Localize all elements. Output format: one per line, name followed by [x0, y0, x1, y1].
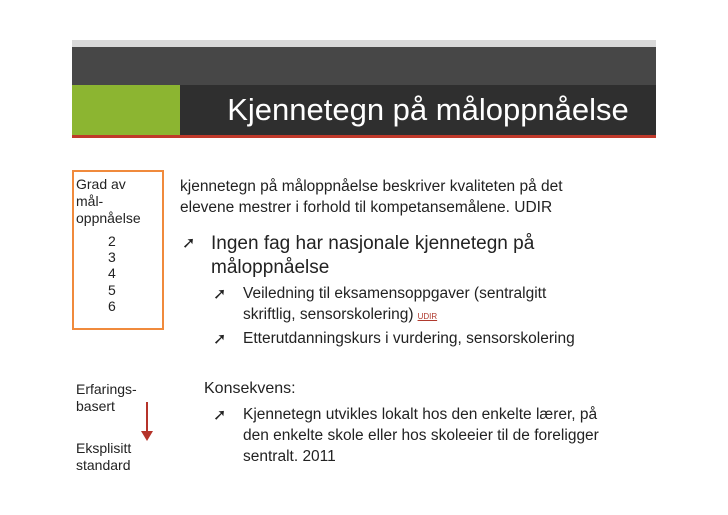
arrow-bullet-icon: ➚: [182, 235, 196, 252]
sub2-line: Etterutdanningskurs i vurdering, sensorskolering: [243, 330, 575, 347]
slide-title: Kjennetegn på måloppnåelse: [227, 92, 629, 127]
scale-bottom-label-1: Eksplisitt: [76, 440, 132, 456]
sub1-line-1: Veiledning til eksamensoppgaver (sentralgitt: [243, 285, 547, 302]
point1-line-1: Ingen fag har nasjonale kjennetegn på: [211, 233, 535, 254]
grade-item: 4: [108, 265, 116, 281]
arrow-bullet-icon: ➚: [213, 407, 227, 424]
header-accent-strip: [72, 85, 180, 135]
grade-item: 6: [108, 298, 116, 314]
grade-item: 5: [108, 282, 116, 298]
sub3-line-1: Kjennetegn utvikles lokalt hos den enkelte lærer, på: [243, 406, 598, 423]
arrow-bullet-icon: ➚: [213, 331, 227, 348]
grade-box-label-1: Grad av: [76, 176, 126, 192]
intro-line-1: kjennetegn på måloppnåelse beskriver kvaliteten på det: [180, 178, 563, 195]
sub3-line-2: den enkelte skole eller hos skoleeier til de foreligger: [243, 427, 599, 444]
intro-line-2: elevene mestrer i forhold til kompetansemålene. UDIR: [180, 199, 553, 216]
sub1-line-2: [243, 304, 437, 327]
header-divider: [72, 135, 656, 138]
sub1-text: skriftlig, sensorskolering): [243, 306, 414, 323]
grade-item: 3: [108, 249, 116, 265]
scale-top-label-2: basert: [76, 398, 115, 414]
grade-box-label-2: mål-: [76, 193, 104, 209]
grade-box-label-3: oppnåelse: [76, 210, 141, 226]
header-top-bar: [72, 40, 656, 47]
udir-link[interactable]: UDIR: [417, 312, 438, 321]
sub3-line-3: sentralt. 2011: [243, 448, 336, 465]
konsekvens-label: Konsekvens:: [204, 380, 296, 397]
header-band: [72, 47, 656, 85]
arrow-down-icon: [140, 430, 154, 442]
arrow-bullet-icon: ➚: [213, 286, 227, 303]
scale-top-label-1: Erfarings-: [76, 381, 137, 397]
scale-bottom-label-2: standard: [76, 457, 131, 473]
point1-line-2: måloppnåelse: [211, 257, 330, 278]
grade-item: 2: [108, 233, 116, 249]
